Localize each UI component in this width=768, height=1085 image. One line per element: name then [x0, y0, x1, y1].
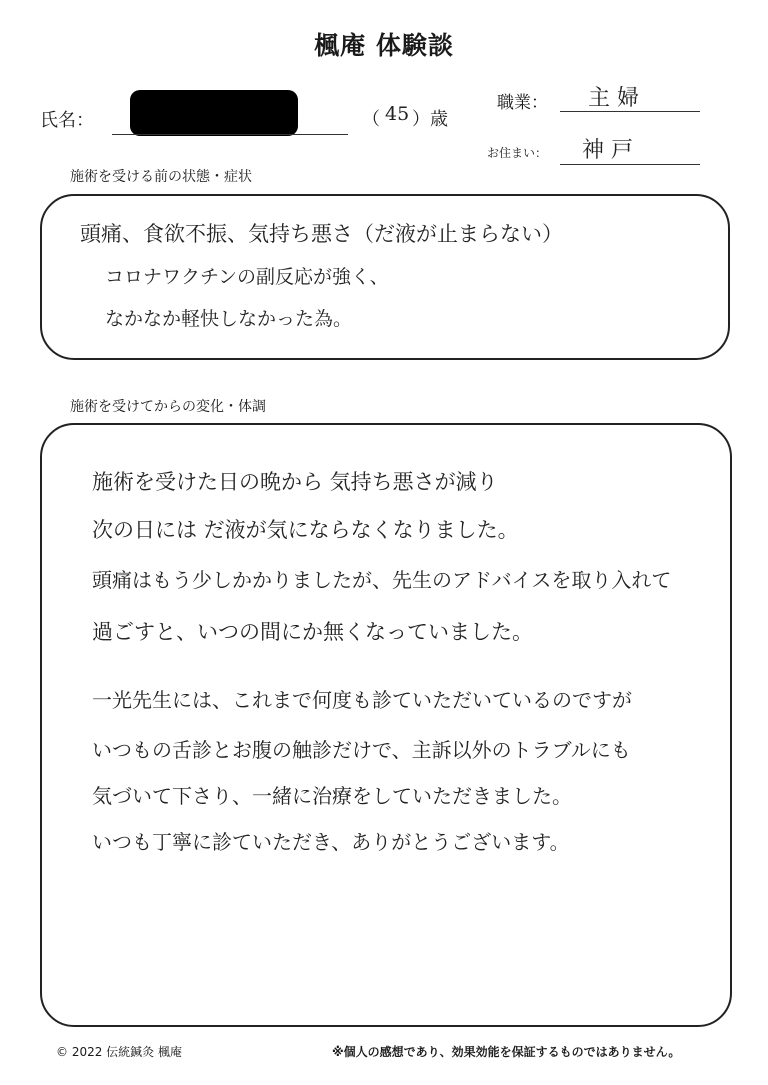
page-title: 楓庵 体験談	[314, 31, 454, 60]
age-close-paren: ）歳	[412, 109, 448, 130]
occupation-underline	[560, 111, 700, 112]
after-line-7: 気づいて下さり、一緒に治療をしていただきました。	[92, 784, 572, 808]
after-line-3: 頭痛はもう少しかかりましたが、先生のアドバイスを取り入れて	[92, 568, 672, 592]
before-line-1: 頭痛、食欲不振、気持ち悪さ（だ液が止まらない）	[80, 222, 563, 246]
residence-value: 神 戸	[582, 138, 633, 163]
before-line-3: なかなか軽快しなかった為。	[105, 308, 353, 330]
footer-disclaimer: ※個人の感想であり、効果効能を保証するものではありません。	[332, 1045, 681, 1059]
age-open-paren: （	[362, 109, 380, 130]
occupation-value: 主 婦	[588, 86, 639, 111]
after-line-1: 施術を受けた日の晩から 気持ち悪さが減り	[92, 470, 498, 494]
before-line-2: コロナワクチンの副反応が強く、	[105, 266, 389, 288]
name-underline	[112, 134, 348, 135]
name-redaction	[130, 90, 298, 136]
after-line-6: いつもの舌診とお腹の触診だけで、主訴以外のトラブルにも	[92, 738, 631, 762]
after-section-label: 施術を受けてからの変化・体調	[70, 399, 266, 415]
after-line-2: 次の日には だ液が気にならなくなりました。	[92, 518, 519, 542]
footer-copyright: © 2022 伝統鍼灸 楓庵	[56, 1045, 182, 1059]
after-line-8: いつも丁寧に診ていただき、ありがとうございます。	[92, 830, 570, 854]
residence-underline	[560, 164, 700, 165]
age-value: 45	[385, 103, 410, 125]
residence-label: お住まい：	[487, 146, 548, 160]
after-line-4: 過ごすと、いつの間にか無くなっていました。	[92, 620, 533, 644]
before-section-label: 施術を受ける前の状態・症状	[70, 169, 252, 185]
name-label: 氏名：	[40, 110, 94, 131]
after-line-5: 一光先生には、これまで何度も診ていただいているのですが	[92, 688, 632, 712]
occupation-label: 職業：	[497, 93, 548, 113]
